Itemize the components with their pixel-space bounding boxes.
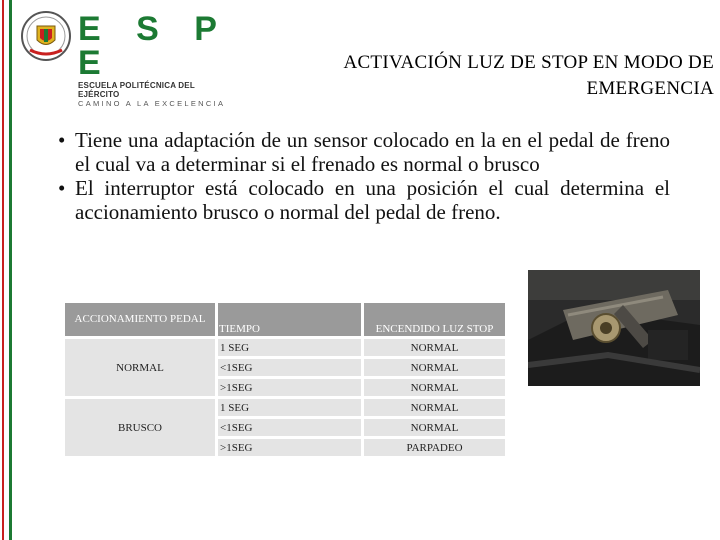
espe-logo	[20, 10, 235, 108]
white-stripe	[6, 0, 8, 540]
bullet-item: • Tiene una adaptación de un sensor colocado en la en el pedal de freno el cual va a determinar si el frenado es normal o brusco	[58, 128, 670, 176]
table-header-row	[65, 303, 505, 336]
brand-institution: ESCUELA POLITÉCNICA DEL EJÉRCITO	[78, 81, 195, 99]
brand-letters: E S P E	[78, 10, 230, 82]
time-cell: 1 SEG	[218, 339, 361, 356]
time-cell: 1 SEG	[218, 399, 361, 416]
side-stripes	[0, 0, 14, 540]
state-cell: NORMAL	[364, 399, 505, 416]
brake-pedal-switch-photo	[528, 270, 700, 386]
state-cell: NORMAL	[364, 419, 505, 436]
state-cell: PARPADEO	[364, 439, 505, 456]
slide-title	[214, 50, 714, 102]
university-seal-icon	[20, 10, 72, 62]
group-label: NORMAL	[65, 339, 215, 396]
state-cell: NORMAL	[364, 379, 505, 396]
time-cell: <1SEG	[218, 419, 361, 436]
table-row	[65, 339, 505, 356]
time-cell: >1SEG	[218, 439, 361, 456]
column-header: ACCIONAMIENTO PEDAL	[65, 303, 215, 336]
time-cell: <1SEG	[218, 359, 361, 376]
table-row	[65, 399, 505, 416]
title-line-1: ACTIVACIÓN LUZ DE STOP EN MODO DE	[343, 52, 714, 73]
group-label: BRUSCO	[65, 399, 215, 456]
green-stripe	[9, 0, 12, 540]
red-stripe	[2, 0, 4, 540]
state-cell: NORMAL	[364, 339, 505, 356]
state-cell: NORMAL	[364, 359, 505, 376]
brand-motto: CAMINO A LA EXCELENCIA	[78, 99, 226, 108]
bullet-list	[58, 128, 670, 224]
column-header: TIEMPO	[218, 303, 361, 336]
activation-table	[62, 300, 508, 464]
time-cell: >1SEG	[218, 379, 361, 396]
title-line-2: EMERGENCIA	[586, 78, 714, 99]
bullet-item: • El interruptor está colocado en una posición el cual determina el accionamiento brusco o normal del pedal de freno.	[58, 176, 670, 224]
column-header: ENCENDIDO LUZ STOP	[364, 303, 505, 336]
